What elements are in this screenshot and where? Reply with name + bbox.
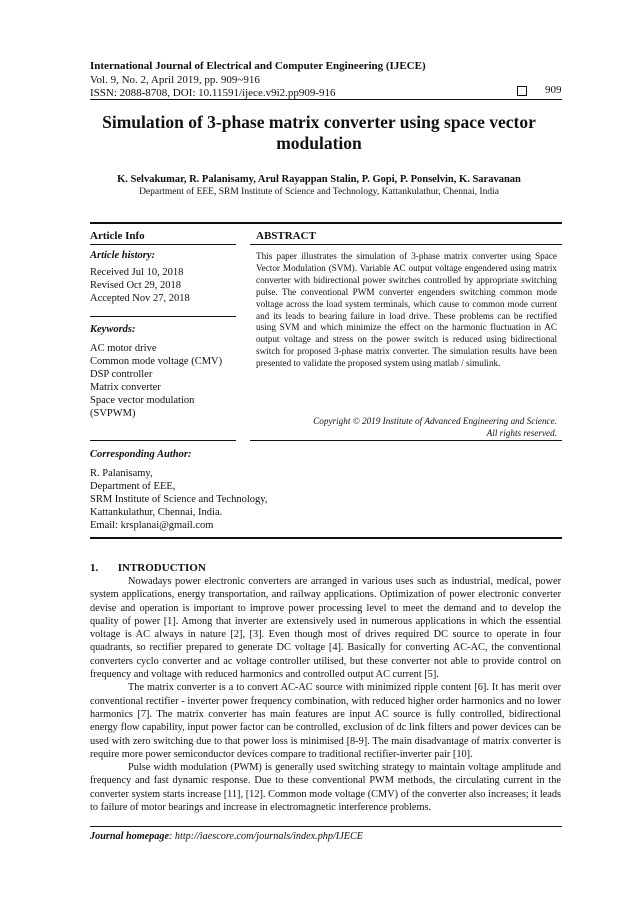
- journal-name: International Journal of Electrical and Computer Engineering (IJECE): [90, 60, 426, 72]
- title-line-2: modulation: [276, 133, 362, 153]
- author-dept: Department of EEE,: [90, 481, 176, 492]
- abstract-heading: ABSTRACT: [256, 230, 316, 242]
- copyright: [256, 415, 557, 439]
- paragraph: Pulse width modulation (PWM) is generally used switching strategy to maintain voltage amplitude and frequency and fast dynamic response. Due to these conventional PWM methods, the circulating current in the converter system starts increase [11], [12]. Common mode voltage (CMV) of the converter also increases; it leads to failure of motor bearings and increase in electromagnetic interference problems.: [90, 762, 561, 814]
- journal-volume: Vol. 9, No. 2, April 2019, pp. 909~916: [90, 73, 260, 86]
- footer: [90, 831, 363, 842]
- author-location: Kattankulathur, Chennai, India.: [90, 507, 223, 518]
- paragraph: The matrix converter is a to convert AC-AC source with minimized ripple content [6]. It has merit over conventional rectifier - inverter power frequency combination, with reduced higher order harmonics and no lower harmonics [7]. The matrix converter has main features are input AC source is fully controlled, bidirectional energy flow capability, input power factor can be controlled, exclusion of dc link filters and power devices can be used with zero switching due to that power loss is minimised [8-9]. The main disadvantage of matrix converter is require more power semiconductor devices compare to traditional rectifier-inverter pair [10].: [90, 682, 561, 760]
- page-box-icon: [517, 86, 527, 96]
- revised-date: Revised Oct 29, 2018: [90, 280, 181, 291]
- journal-issn: ISSN: 2088-8708, DOI: 10.11591/ijece.v9i2.pp909-916: [90, 87, 336, 99]
- paper-title: [80, 112, 558, 154]
- keyword: Space vector modulation: [90, 395, 195, 406]
- page-number: 909: [545, 84, 562, 96]
- received-date: Received Jul 10, 2018: [90, 267, 184, 278]
- corresponding-heading: Corresponding Author:: [90, 449, 192, 460]
- journal-homepage-link[interactable]: : http://iaescore.com/journals/index.php/IJECE: [168, 831, 363, 842]
- keywords-bottom-rule: [90, 440, 236, 441]
- author-email: Email: krsplanai@gmail.com: [90, 520, 214, 531]
- keywords-list: [90, 342, 222, 420]
- section-number: 1.: [90, 562, 99, 574]
- section-heading: [90, 562, 206, 574]
- author-name: R. Palanisamy,: [90, 468, 153, 479]
- keyword: Common mode voltage (CMV): [90, 356, 223, 367]
- corresponding-bottom-rule: [90, 537, 562, 539]
- keyword: Matrix converter: [90, 382, 161, 393]
- paragraph: Nowadays power electronic converters are arranged in various uses such as industrial, medical, power system applications, energy transportation, and railway applications. Optimization of power electronic converter devise and operation is important to improve power processing level to meet the demand and to develop the quality of power [1]. Among that inverter are extensively used in numerous applications in which the essential voltage is AC always in nature [2], [3]. Even though most of drives required DC source to operate in four quadrants, so rectifier prepared to generate DC voltage [4]. Basically for converting AC-AC, the conventional converters cyclo converter and ac voltage controller utilised, but these converter not able to provide control on frequency and voltage with reduced harmonics and controlled output AC current [5].: [90, 576, 561, 681]
- abstract-text: This paper illustrates the simulation of 3-phase matrix converter using Space Vector Modulation (SVM). Variable AC output voltage engendered using matrix converter with bidirectional power switches controlled by appropriate switching pulse. The conventional PWM converter engenders switching common mode voltage across the load system terminals, which cause to common mode current and its leads to bearing failure in load drive. These problems can be rectified using SVM and which minimize the effect on the harmonic fluctuation in AC output voltage and stress on the power switch is reduced using bidirectional switch for proposed 3-phase matrix converter. The simulation results have been presented to validate the proposed system using matlab / simulink.: [256, 251, 557, 369]
- authors: K. Selvakumar, R. Palanisamy, Arul Rayappan Stalin, P. Gopi, P. Ponselvin, K. Saravanan: [117, 174, 521, 185]
- keyword: AC motor drive: [90, 343, 157, 354]
- keywords-heading: Keywords:: [90, 324, 136, 335]
- corresponding-author: [90, 467, 267, 532]
- article-info-heading: Article Info: [90, 230, 145, 242]
- keyword: (SVPWM): [90, 408, 136, 419]
- abstract-bottom-rule: [250, 440, 562, 441]
- title-line-1: Simulation of 3-phase matrix converter using space vector: [102, 112, 536, 132]
- keyword: DSP controller: [90, 369, 153, 380]
- section-title: INTRODUCTION: [117, 562, 206, 574]
- article-history: [90, 266, 190, 305]
- footer-rule: [90, 826, 562, 827]
- affiliation: Department of EEE, SRM Institute of Science and Technology, Kattankulathur, Chennai, India: [139, 187, 499, 197]
- abstract-under-rule: [250, 244, 562, 245]
- author-inst: SRM Institute of Science and Technology,: [90, 494, 268, 505]
- info-top-rule: [90, 222, 562, 224]
- section-body: [90, 575, 561, 814]
- copyright-line-2: All rights reserved.: [486, 428, 557, 438]
- history-rule: [90, 316, 236, 317]
- history-heading: Article history:: [90, 250, 156, 261]
- accepted-date: Accepted Nov 27, 2018: [90, 293, 190, 304]
- header-rule: [90, 99, 562, 100]
- footer-label: Journal homepage: [90, 831, 169, 842]
- copyright-line-1: Copyright © 2019 Institute of Advanced Engineering and Science.: [313, 416, 557, 426]
- journal-header: [90, 60, 426, 101]
- info-under-rule: [90, 244, 236, 245]
